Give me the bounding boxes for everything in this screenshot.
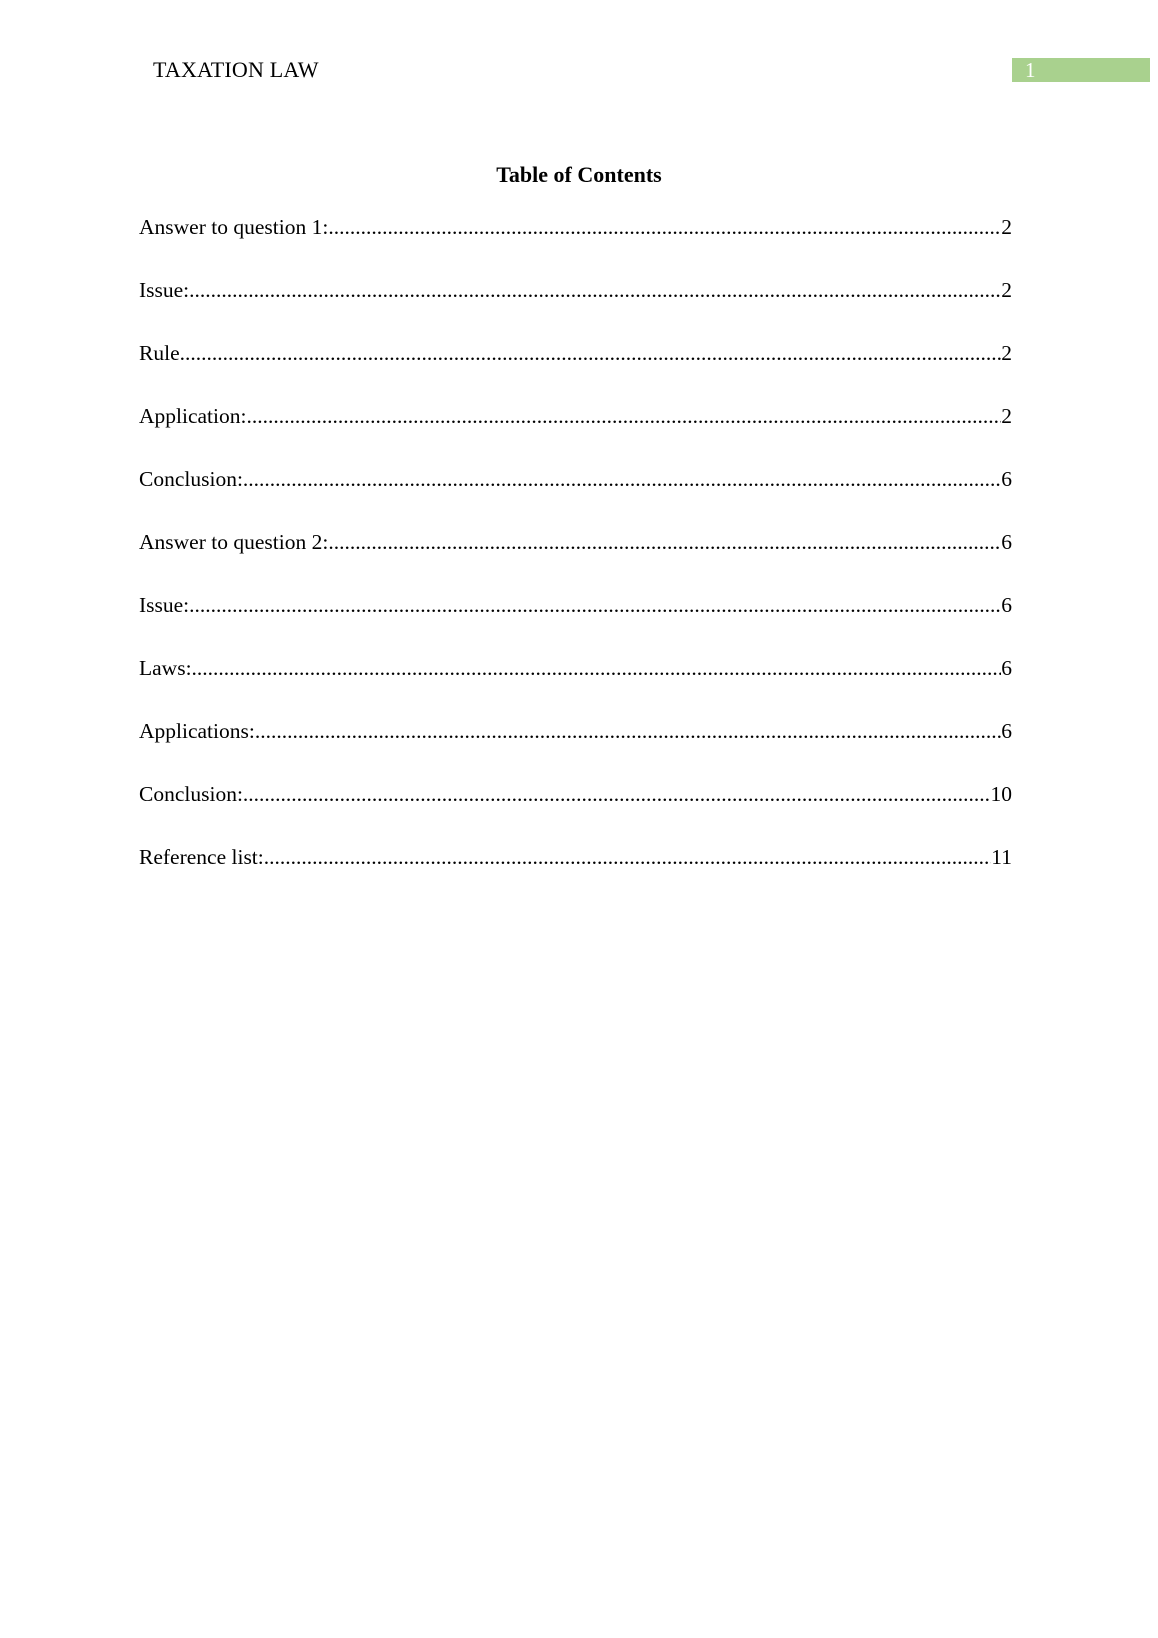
toc-entry-conclusion-2[interactable]	[139, 780, 1012, 843]
toc-entry-label: Conclusion:	[139, 782, 243, 806]
toc-entry-page: 6	[1001, 530, 1012, 554]
toc-entry-issue-2[interactable]	[139, 591, 1012, 654]
toc-dot-leader	[243, 780, 991, 808]
toc-entry-label: Reference list:	[139, 845, 264, 869]
toc-heading: Table of Contents	[496, 162, 662, 187]
toc-entry-page: 11	[991, 845, 1012, 869]
toc-entry-label: Issue:	[139, 593, 190, 617]
toc-entry-rule[interactable]	[139, 339, 1012, 402]
toc-entry-reference-list[interactable]	[139, 843, 1012, 906]
toc-entry-page: 6	[1001, 467, 1012, 491]
toc-dot-leader	[189, 591, 1001, 619]
toc-dot-leader	[189, 276, 1001, 304]
toc-list	[139, 213, 1012, 906]
toc-entry-page: 6	[1001, 593, 1012, 617]
toc-entry-conclusion-1[interactable]	[139, 465, 1012, 528]
toc-dot-leader	[255, 717, 1001, 745]
toc-entry-page: 2	[1001, 278, 1012, 302]
toc-entry-label: Conclusion:	[139, 467, 243, 491]
toc-entry-page: 2	[1001, 341, 1012, 365]
toc-entry-answer-question-1[interactable]	[139, 213, 1012, 276]
toc-entry-label: Laws:	[139, 656, 192, 680]
toc-entry-answer-question-2[interactable]	[139, 528, 1012, 591]
toc-entry-page: 6	[1001, 656, 1012, 680]
toc-entry-label: Applications:	[139, 719, 255, 743]
toc-dot-leader	[264, 843, 992, 871]
toc-entry-page: 2	[1001, 404, 1012, 428]
toc-entry-label: Answer to question 2:	[139, 530, 329, 554]
toc-entry-laws[interactable]	[139, 654, 1012, 717]
toc-entry-label: Rule	[139, 341, 180, 365]
toc-entry-label: Issue:	[139, 278, 190, 302]
toc-entry-page: 2	[1001, 215, 1012, 239]
toc-entry-label: Application:	[139, 404, 247, 428]
page-number-badge: 1	[1012, 58, 1150, 82]
toc-dot-leader	[328, 213, 1001, 241]
toc-entry-label: Answer to question 1:	[139, 215, 329, 239]
toc-entry-page: 10	[990, 782, 1012, 806]
toc-dot-leader	[328, 528, 1001, 556]
header-title: TAXATION LAW	[153, 57, 319, 82]
toc-dot-leader	[246, 402, 1001, 430]
toc-entry-application[interactable]	[139, 402, 1012, 465]
toc-entry-issue-1[interactable]	[139, 276, 1012, 339]
toc-entry-page: 6	[1001, 719, 1012, 743]
toc-dot-leader	[243, 465, 1001, 493]
toc-dot-leader	[192, 654, 1002, 682]
toc-dot-leader	[180, 339, 1002, 367]
toc-entry-applications[interactable]	[139, 717, 1012, 780]
